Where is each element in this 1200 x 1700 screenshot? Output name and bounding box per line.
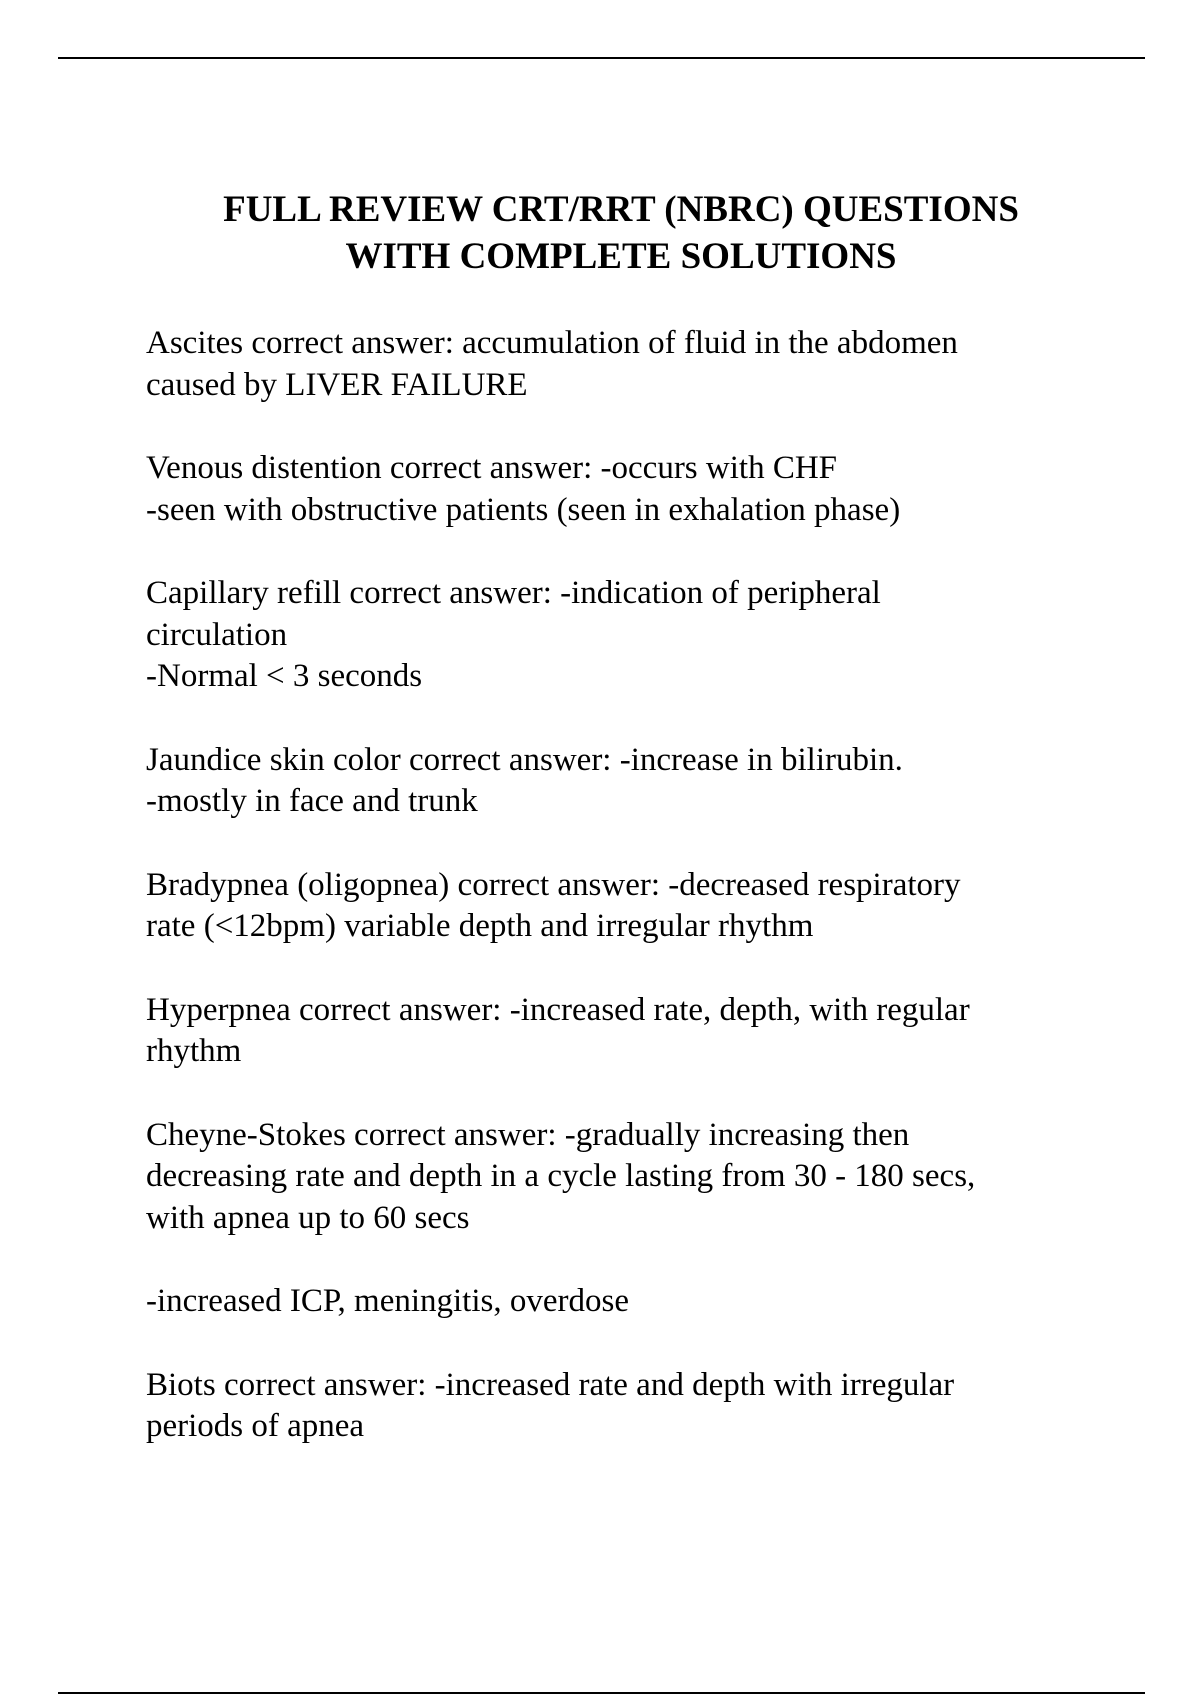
entry-line: Capillary refill correct answer: -indication of peripheral [146,575,881,611]
title-line-2: WITH COMPLETE SOLUTIONS [345,236,897,277]
top-rule [58,57,1145,59]
entry-line: rhythm [146,1033,242,1069]
entry-hyperpnea [146,990,1096,1073]
entry-line: Biots correct answer: -increased rate and depth with irregular [146,1366,955,1403]
entry-capillary-refill [146,573,1096,698]
entry-line: Bradypnea (oligopnea) correct answer: -decreased respiratory [146,866,961,903]
entry-bradypnea [146,865,1096,948]
entry-line: Cheyne-Stokes correct answer: -gradually increasing then [146,1116,910,1153]
entry-line: Ascites correct answer: accumulation of fluid in the abdomen [146,325,958,361]
document-title [146,186,1096,280]
entry-line: -Normal < 3 seconds [146,658,423,694]
bottom-rule [58,1692,1145,1694]
entry-line: decreasing rate and depth in a cycle lasting from 30 - 180 secs, [146,1158,976,1194]
entry-line: periods of apnea [146,1408,365,1444]
entry-line: with apnea up to 60 secs [146,1199,470,1236]
entry-biots [146,1365,1096,1448]
entry-line: rate (<12bpm) variable depth and irregular rhythm [146,908,814,944]
entry-cheyne-stokes-causes [146,1281,1096,1323]
entry-jaundice [146,740,1096,823]
entry-cheyne-stokes [146,1115,1096,1240]
entry-line: caused by LIVER FAILURE [146,366,528,403]
entry-line: Venous distention correct answer: -occurs with CHF [146,450,838,486]
entry-line: -increased ICP, meningitis, overdose [146,1283,629,1319]
entry-line: -mostly in face and trunk [146,783,478,819]
entry-venous-distention [146,448,1096,531]
entry-line: Hyperpnea correct answer: -increased rate, depth, with regular [146,991,970,1028]
entry-line: Jaundice skin color correct answer: -increase in bilirubin. [146,741,903,778]
entry-ascites [146,323,1096,406]
title-line-1: FULL REVIEW CRT/RRT (NBRC) QUESTIONS [223,189,1019,230]
entry-line: -seen with obstructive patients (seen in exhalation phase) [146,491,901,528]
entry-line: circulation [146,616,288,653]
document-body [146,323,1096,1490]
